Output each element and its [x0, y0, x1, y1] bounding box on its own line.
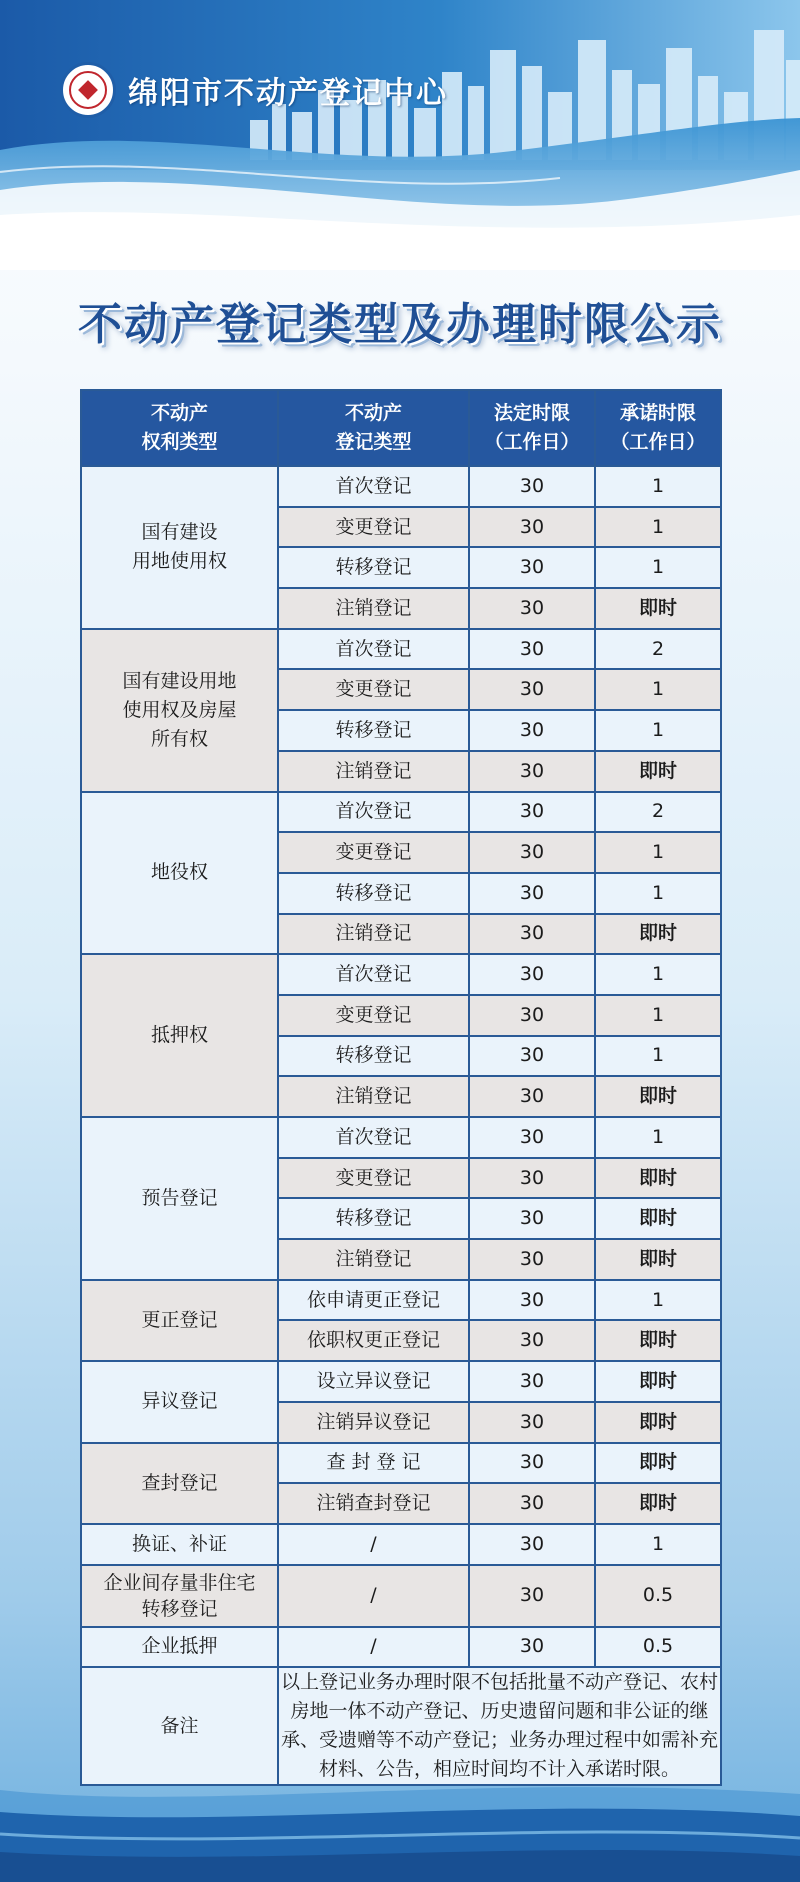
- registration-type-cell: 转移登记: [278, 1198, 469, 1239]
- table-body: [81, 466, 721, 1667]
- right-type-line: 地役权: [150, 861, 208, 884]
- registration-type-cell: 注销登记: [278, 588, 469, 629]
- right-type-line: 所有权: [150, 727, 208, 750]
- right-type-line: 使用权及房屋: [122, 698, 237, 721]
- right-type-line: 企业抵押: [141, 1635, 218, 1658]
- right-type-cell: [81, 1443, 278, 1524]
- right-type-line: 国有建设: [141, 521, 218, 544]
- registration-type-cell: 注销登记: [278, 751, 469, 792]
- right-type-line: 异议登记: [141, 1390, 218, 1413]
- right-type-line: 抵押权: [150, 1024, 208, 1047]
- legal-limit-cell: 30: [469, 466, 595, 507]
- table-header-row: [81, 390, 721, 466]
- right-type-cell: [81, 629, 278, 792]
- promised-limit-cell: 即时: [595, 1483, 721, 1524]
- footer-wave-icon: [0, 1772, 800, 1882]
- table-row: [81, 1361, 721, 1402]
- promised-limit-cell: 即时: [595, 588, 721, 629]
- header-right-type: 不动产 权利类型: [81, 390, 278, 466]
- registration-type-cell: 首次登记: [278, 954, 469, 995]
- registration-type-cell: 注销查封登记: [278, 1483, 469, 1524]
- legal-limit-cell: 30: [469, 547, 595, 588]
- organization-name: 绵阳市不动产登记中心: [128, 76, 448, 111]
- footer-wave-decoration: [0, 1772, 800, 1882]
- header-registration-type: 不动产 登记类型: [278, 390, 469, 466]
- right-type-line: 企业间存量非住宅: [103, 1571, 256, 1594]
- table-row: [81, 1443, 721, 1484]
- right-type-line: 转移登记: [141, 1597, 218, 1620]
- registration-type-cell: 设立异议登记: [278, 1361, 469, 1402]
- promised-limit-cell: 即时: [595, 1402, 721, 1443]
- table-row: [81, 1280, 721, 1321]
- right-type-line: 预告登记: [141, 1186, 218, 1209]
- promised-limit-cell: 即时: [595, 1320, 721, 1361]
- table-row: [81, 954, 721, 995]
- promised-limit-cell: 1: [595, 1280, 721, 1321]
- legal-limit-cell: 30: [469, 914, 595, 955]
- legal-limit-cell: 30: [469, 1361, 595, 1402]
- organization-logo: [60, 62, 116, 118]
- legal-limit-cell: 30: [469, 669, 595, 710]
- promised-limit-cell: 2: [595, 792, 721, 833]
- legal-limit-cell: 30: [469, 1320, 595, 1361]
- legal-limit-cell: 30: [469, 1280, 595, 1321]
- registration-type-cell: /: [278, 1627, 469, 1668]
- legal-limit-cell: 30: [469, 1117, 595, 1158]
- right-type-cell: [81, 1361, 278, 1442]
- promised-limit-cell: 1: [595, 1524, 721, 1565]
- legal-limit-cell: 30: [469, 1036, 595, 1077]
- registration-type-cell: 首次登记: [278, 629, 469, 670]
- legal-limit-cell: 30: [469, 1076, 595, 1117]
- legal-limit-cell: 30: [469, 507, 595, 548]
- promised-limit-cell: 1: [595, 547, 721, 588]
- header-banner: [0, 0, 800, 270]
- table-row: [81, 466, 721, 507]
- promised-limit-cell: 即时: [595, 1361, 721, 1402]
- promised-limit-cell: 1: [595, 669, 721, 710]
- table-row: [81, 1627, 721, 1668]
- legal-limit-cell: 30: [469, 1627, 595, 1668]
- header-promised-time-limit: 承诺时限 （工作日）: [595, 390, 721, 466]
- note-row: [81, 1667, 721, 1785]
- note-label: 备注: [81, 1667, 278, 1785]
- legal-limit-cell: 30: [469, 1239, 595, 1280]
- promised-limit-cell: 1: [595, 507, 721, 548]
- legal-limit-cell: 30: [469, 1198, 595, 1239]
- table-row: [81, 629, 721, 670]
- table-row: [81, 1117, 721, 1158]
- right-type-line: 更正登记: [141, 1308, 218, 1331]
- registration-type-cell: /: [278, 1565, 469, 1627]
- registration-type-cell: 转移登记: [278, 1036, 469, 1077]
- legal-limit-cell: 30: [469, 995, 595, 1036]
- promised-limit-cell: 1: [595, 995, 721, 1036]
- right-type-cell: [81, 1627, 278, 1668]
- table-row: [81, 1565, 721, 1627]
- registration-type-cell: 变更登记: [278, 995, 469, 1036]
- promised-limit-cell: 0.5: [595, 1565, 721, 1627]
- registration-type-cell: 注销登记: [278, 1239, 469, 1280]
- legal-limit-cell: 30: [469, 792, 595, 833]
- registration-type-cell: 首次登记: [278, 792, 469, 833]
- right-type-cell: [81, 466, 278, 629]
- right-type-cell: [81, 954, 278, 1117]
- registration-type-cell: 依申请更正登记: [278, 1280, 469, 1321]
- right-type-cell: [81, 1117, 278, 1280]
- right-type-line: 国有建设用地: [122, 669, 237, 692]
- legal-limit-cell: 30: [469, 1443, 595, 1484]
- legal-limit-cell: 30: [469, 873, 595, 914]
- legal-limit-cell: 30: [469, 1402, 595, 1443]
- promised-limit-cell: 0.5: [595, 1627, 721, 1668]
- legal-limit-cell: 30: [469, 1483, 595, 1524]
- registration-type-cell: 变更登记: [278, 507, 469, 548]
- registration-type-cell: 注销登记: [278, 914, 469, 955]
- promised-limit-cell: 1: [595, 832, 721, 873]
- promised-limit-cell: 1: [595, 1036, 721, 1077]
- right-type-cell: [81, 1565, 278, 1627]
- promised-limit-cell: 1: [595, 710, 721, 751]
- promised-limit-cell: 1: [595, 466, 721, 507]
- right-type-line: 换证、补证: [131, 1532, 227, 1555]
- logo-emblem-icon: [78, 80, 98, 100]
- legal-limit-cell: 30: [469, 588, 595, 629]
- promised-limit-cell: 即时: [595, 751, 721, 792]
- promised-limit-cell: 即时: [595, 1076, 721, 1117]
- right-type-cell: [81, 1280, 278, 1361]
- promised-limit-cell: 即时: [595, 1239, 721, 1280]
- legal-limit-cell: 30: [469, 1524, 595, 1565]
- registration-type-cell: 转移登记: [278, 873, 469, 914]
- right-type-cell: [81, 1524, 278, 1565]
- banner-background: [0, 0, 800, 270]
- right-type-line: 查封登记: [141, 1471, 218, 1494]
- promised-limit-cell: 即时: [595, 914, 721, 955]
- registration-type-cell: 首次登记: [278, 1117, 469, 1158]
- legal-limit-cell: 30: [469, 751, 595, 792]
- registration-type-cell: 注销登记: [278, 1076, 469, 1117]
- promised-limit-cell: 1: [595, 873, 721, 914]
- registration-type-cell: 变更登记: [278, 832, 469, 873]
- legal-limit-cell: 30: [469, 1565, 595, 1627]
- registration-type-cell: 变更登记: [278, 1158, 469, 1199]
- table-row: [81, 1524, 721, 1565]
- legal-limit-cell: 30: [469, 629, 595, 670]
- registration-time-limit-table: [80, 389, 722, 1786]
- registration-type-cell: 注销异议登记: [278, 1402, 469, 1443]
- note-text: 以上登记业务办理时限不包括批量不动产登记、农村房地一体不动产登记、历史遗留问题和非公证的继承、受遗赠等不动产登记；业务办理过程中如需补充材料、公告，相应时间均不计入承诺时限。: [278, 1667, 721, 1785]
- promised-limit-cell: 即时: [595, 1198, 721, 1239]
- registration-type-cell: 依职权更正登记: [278, 1320, 469, 1361]
- table-row: [81, 792, 721, 833]
- promised-limit-cell: 即时: [595, 1443, 721, 1484]
- promised-limit-cell: 1: [595, 954, 721, 995]
- right-type-cell: [81, 792, 278, 955]
- legal-limit-cell: 30: [469, 1158, 595, 1199]
- registration-type-cell: 变更登记: [278, 669, 469, 710]
- registration-type-cell: 转移登记: [278, 710, 469, 751]
- registration-type-cell: 转移登记: [278, 547, 469, 588]
- promised-limit-cell: 即时: [595, 1158, 721, 1199]
- promised-limit-cell: 1: [595, 1117, 721, 1158]
- legal-limit-cell: 30: [469, 710, 595, 751]
- logo-ring: [69, 71, 107, 109]
- legal-limit-cell: 30: [469, 832, 595, 873]
- right-type-line: 用地使用权: [131, 550, 227, 573]
- registration-type-cell: 首次登记: [278, 466, 469, 507]
- registration-type-cell: /: [278, 1524, 469, 1565]
- page-title: 不动产登记类型及办理时限公示: [78, 299, 722, 350]
- registration-type-cell: 查 封 登 记: [278, 1443, 469, 1484]
- promised-limit-cell: 2: [595, 629, 721, 670]
- header-legal-time-limit: 法定时限 （工作日）: [469, 390, 595, 466]
- legal-limit-cell: 30: [469, 954, 595, 995]
